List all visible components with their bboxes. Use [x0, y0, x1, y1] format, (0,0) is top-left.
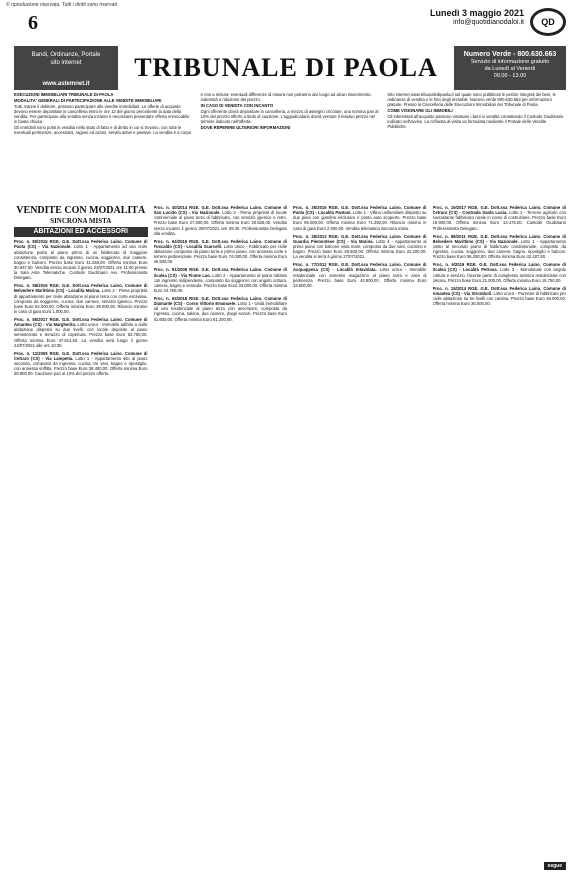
intro-paragraph-3: Ogni offerente dovrà depositare in cancelleria, a mezzo di assegno circolare, una somma pari al 10% del prezzo offerto a titolo di cauzione. L'aggiudicatario dovrà versare il residuo prezzo nel termine indicato nell'offerta. [200, 109, 379, 125]
masthead-title: TRIBUNALE DI PAOLA [134, 53, 438, 82]
item-location: Comune di Acquappesa (CS) - Località Intavolata. [293, 262, 427, 273]
issue-date: Lunedì 3 maggio 2021 [429, 8, 524, 18]
item-location: Comune di Paola (CS) - Località Pantani. [293, 205, 427, 216]
item-text: Lotto 1 - Villino unifamiliare disposto su due piani con giardino esclusivo e posto auto scoperto. Prezzo base Euro 95.000,00. Offerta minima Euro 71.250,00. Rilancio minimo in caso di gara Euro 2.000,00. Vendita telematica sincrona mista. [293, 210, 427, 231]
item-location: Comune di Diamante (CS) - Corso Vittorio Emanuele. [153, 296, 287, 307]
list-item [154, 205, 288, 236]
column-1 [14, 205, 148, 867]
section-category: ABITAZIONI ED ACCESSORI [14, 227, 148, 238]
item-ref: Proc. n. 80/2015 RGE. G.E. Dott.ssa Federica Laino. [14, 239, 123, 245]
intro-heading-visit: COME VISIONARE GLI IMMOBILI [387, 108, 453, 114]
column-3 [293, 205, 427, 867]
item-ref: Proc. n. 88/2011 RGE. G.E. Dott.ssa Federica Laino. [432, 233, 542, 239]
list-item [433, 262, 567, 283]
list-item [14, 239, 148, 280]
toll-free-number: Numero Verde - 800.630.663 [463, 51, 557, 58]
item-text: Lotto 4 - Appartamento al primo piano con balcone vista mare, composto da due vani, cucinino e bagno. Prezzo base Euro 29.600,00. Offerta minima Euro 22.200,00. La vendita si terrà il giorno 27/07/2021. [293, 238, 427, 260]
item-ref: Proc. n. 28/2013 RGE. G.E. Dott.ssa Federica Laino. [293, 233, 402, 239]
masthead-site-link[interactable]: www.astemnet.it [42, 80, 90, 87]
list-item [433, 286, 567, 307]
list-item [154, 296, 288, 322]
item-location: Comune di Paola (CS) - Via Nazionale. [14, 239, 148, 250]
masthead-left-line-2: sito internet [50, 59, 82, 66]
item-text: Lotto 1 - Unità immobiliare ad uso residenziale al piano terzo con ascensore, composta da ingresso, cucina, salone, due camere, doppi servizi. Prezzo base Euro 81.600,00. Offerta minima Euro 61.200,00. [153, 301, 287, 322]
item-location: Comune di Amantea (CS) - Via Stromboli. [432, 285, 566, 296]
intro-heading-incanto: IN CASO DI VENDITA CON INCANTO [200, 103, 274, 109]
column-4 [433, 205, 567, 867]
item-ref: Proc. n. 40/2014 RGE. G.E. Dott.ssa Federica Laino. [153, 205, 263, 210]
item-location: Comune di San Lucido (CS) - Via Nazionale. [153, 205, 287, 216]
continue-badge: segue [544, 862, 566, 870]
service-line-3: 09.00 - 13.00 [493, 73, 527, 80]
item-text: Lotto unico - Immobile adibito a civile abitazione disposto su due livelli, con locale deposito al piano seminterrato e terrazzo di copertura. Prezzo base Euro 63.750,00. Offerta minima Euro 47.812,50. La vendita avrà luogo il giorno 24/07/2021 alle ore 10:30. [14, 322, 148, 348]
page-number: 6 [28, 12, 38, 34]
intro-subheading: MODALITA' GENERALI DI PARTECIPAZIONE ALLE VENDITE IMMOBILIARI [14, 98, 162, 104]
item-text: Lotto 1 - Appartamento sito al piano secondo, composto da ingresso, cucina, tre vani, bagno e ripostiglio, con annessa soffitta. Prezzo base Euro 38.400,00. Offerta minima Euro 28.800,00. Cauzione pari al 10% del prezzo offerto. [14, 355, 148, 377]
service-line-1: Servizio di informazione gratuito [470, 59, 550, 66]
item-text: Lotto 2 - Terreno agricolo con sovrastante fabbricato rurale in corso di costruzione. Prezzo base Euro 18.900,00. Offerta minima Euro 14.175,00. Custode Giudiziario Professionista Delegato. [432, 210, 566, 231]
item-location: Comune di Scalea (CS) - Via Fiume Lao. [153, 267, 287, 278]
item-text: Lotto unico - Immobile residenziale con annesso magazzino al piano terra e area di pertinenza. Prezzo base Euro 44.800,00. Offerta minima Euro 33.600,00. [293, 267, 427, 288]
section-title-2: SINCRONA MISTA [50, 217, 112, 226]
section-title: VENDITE CON MODALITÀ [16, 205, 146, 216]
item-text: Lotto 1 - Appartamento posto al secondo piano di fabbricato condominiale, composto da ingresso, cucina, soggiorno, due camere, bagno, ripostiglio e balconi. Prezzo base Euro 56.250,00. Offerta minima Euro 42.187,50. [432, 238, 566, 260]
column-2 [154, 205, 288, 867]
dateline [430, 8, 524, 27]
intro-paragraph-5: Gli interessati all'acquisto possono visionare i beni in vendita contattando il Custode Giudiziario indicato nell'avviso. La richiesta di visita va formulata mediante il Portale delle Vendite Pubbliche. [387, 114, 564, 130]
contact-email[interactable]: info@quotidianodaloi.it [453, 18, 524, 26]
list-item [14, 351, 148, 377]
item-ref: Proc. n. 12/2009 RGE. G.E. Dott.ssa Federica Laino. [14, 350, 123, 356]
list-item [154, 267, 288, 293]
item-location: Comune di Belvedere Marittimo (CS) - Via Nazionale. [432, 233, 566, 244]
item-location: Comune di Belvedere Marittimo (CS) - Località Marina. [14, 283, 148, 294]
list-item [154, 239, 288, 265]
item-location: Comune di Fuscaldo (CS) - Località Scarcelli. [153, 238, 287, 249]
listings-columns [14, 205, 566, 867]
item-text: Lotto 1 - Appartamento ad uso civile abitazione posto al piano primo di un fabbricato di maggiore consistenza, composto da ingresso, cucina, soggiorno, due camere, bagno e balconi. Prezzo base Euro 41.250,00. Offerta minima Euro 30.937,50. Vendita senza incanto il giorno 23/07/2021 ore 11:00 presso la Sala Aste Telematiche. Custode Giudiziario Avv. Professionista Delegato. [14, 244, 148, 281]
masthead-left-box [14, 46, 118, 90]
service-line-2: da Lunedì al Venerdì [484, 66, 536, 73]
item-text: Lotto 2 - Appartamento al piano rialzato con ingresso indipendente, composto da soggiorno con angolo cottura, camera, bagno e veranda. Prezzo base Euro 33.000,00. Offerta minima Euro 24.750,00. [153, 272, 287, 293]
list-item [293, 262, 427, 288]
item-text: Lotto 3 - Piena proprietà di locale commerciale al piano terra di fabbricato, con servizio igienico e retro. Prezzo base Euro 27.500,00. Offerta minima Euro 20.625,00. Vendita senza incanto il giorno 30/07/2021 ore 09:30. Professionista Delegato alla vendita. [153, 210, 287, 236]
item-ref: Proc. n. 15/2014 RGE. G.E. Dott.ssa Federica Laino. [432, 285, 542, 291]
newspaper-logo-icon [530, 8, 566, 36]
item-location: Comune di Scalea (CS) - Località Petrosa. [432, 262, 566, 273]
item-text: Lotto unico - Porzione di fabbricato per civile abitazione su tre livelli con cantina. Prezzo base Euro 48.000,00. Offerta minima Euro 36.000,00. [432, 290, 566, 307]
item-ref: Proc. n. 77/2012 RGE. G.E. Dott.ssa Federica Laino. [293, 262, 402, 268]
list-item [293, 234, 427, 260]
item-ref: Proc. n. 64/2016 RGE. G.E. Dott.ssa Federica Laino. [153, 238, 263, 244]
item-location: Comune di Amantea (CS) - Via Margherita. [14, 317, 148, 328]
masthead [14, 46, 566, 90]
item-ref: Proc. n. 58/2015 RGE. G.E. Dott.ssa Federica Laino. [14, 283, 123, 289]
section-header [14, 205, 148, 237]
masthead-right-box [454, 46, 566, 90]
logo-text: QD [541, 17, 555, 27]
reproduction-note: © riproduzione riservata. Tutti i diritti sono riservati [6, 2, 117, 8]
item-text: Lotto unico - Fabbricato per civile abitazione composto da piano terra e primo piano, con annessa corte e terreno pertinenziale. Prezzo base Euro 74.000,00. Offerta minima Euro 55.500,00. [153, 243, 287, 265]
item-ref: Proc. n. 91/2008 RGE. G.E. Dott.ssa Federica Laino. [153, 267, 263, 273]
list-item [14, 317, 148, 348]
item-ref: Proc. n. 35/2015 RGE. G.E. Dott.ssa Federica Laino. [293, 205, 402, 210]
list-item [433, 234, 567, 260]
item-ref: Proc. n. 63/2018 RGE. G.E. Dott.ssa Federica Laino. [153, 296, 263, 301]
item-text: Lotto 3 - Monolocale con angolo cottura e servizio, facente parte di complesso turistico residenziale con piscina. Prezzo base Euro 21.000,00. Offerta minima Euro 15.750,00. [432, 267, 566, 283]
list-item [293, 205, 427, 231]
item-text: Lotto 2 - Piena proprietà di appartamento per civile abitazione al piano terra con corte esclusiva, composto da soggiorno, cucina, due camere, servizio igienico. Prezzo base Euro 52.000,00. Offerta minima Euro 39.000,00. Rilancio minimo in caso di gara Euro 1.000,00. [14, 288, 148, 314]
item-ref: Proc. n. 9/2019 RGE. G.E. Dott.ssa Federica Laino. [432, 262, 541, 268]
intro-heading-info: DOVE REPERIRE ULTERIORI INFORMAZIONI [200, 125, 291, 131]
item-location: Comune di Cetraro (CS) - Via Lampetia. [14, 350, 148, 361]
intro-heading: ESECUZIONI IMMOBILIARI TRIBUNALE DI PAOLA [14, 92, 114, 97]
item-location: Comune di Guardia Piemontese (CS) - Via Marina. [293, 233, 427, 244]
intro-general-terms [14, 92, 566, 135]
list-item [433, 205, 567, 231]
list-item [14, 283, 148, 314]
masthead-left-line-1: Bandi, Ordinanze, Portale [31, 52, 101, 58]
item-location: Comune di Cetraro (CS) - Contrada Santa Lucia. [432, 205, 566, 216]
item-ref: Proc. n. 85/2017 RGE. G.E. Dott.ssa Federica Laino. [14, 317, 123, 322]
intro-paragraph-2: Gli immobili sono posti in vendita nello stato di fatto e di diritto in cui si trovano, con tutte le eventuali pertinenze, accessioni, ragioni ed azioni, servitù attive e passive. La vendita è a corpo e non a misura; eventuali differenze di misura non potranno dar luogo ad alcun risarcimento, indennità o riduzione del prezzo. [14, 92, 372, 136]
item-ref: Proc. n. 19/2017 RGE. G.E. Dott.ssa Federica Laino. [432, 205, 542, 210]
intro-paragraph-1: Tutti, tranne il debitore, possono partecipare alle vendite immobiliari. Le offerte di acquisto devono essere depositate in cancelleria entro le ore 12 del giorno precedente la data della vendita. Per partecipare alla vendita senza incanto è necessario presentare offerta irrevocabile in busta chiusa. [14, 104, 190, 125]
intro-paragraph-4: Sito internet www.tribunaledipaola.it sul quale sono pubblicati le perizie integrali dei beni, le ordinanze di vendita e le foto degli immobili. Numero verde 800.630.663 per informazioni gratuite. Presso la Cancelleria delle Esecuzioni Immobiliari del Tribunale di Paola. [387, 92, 556, 108]
